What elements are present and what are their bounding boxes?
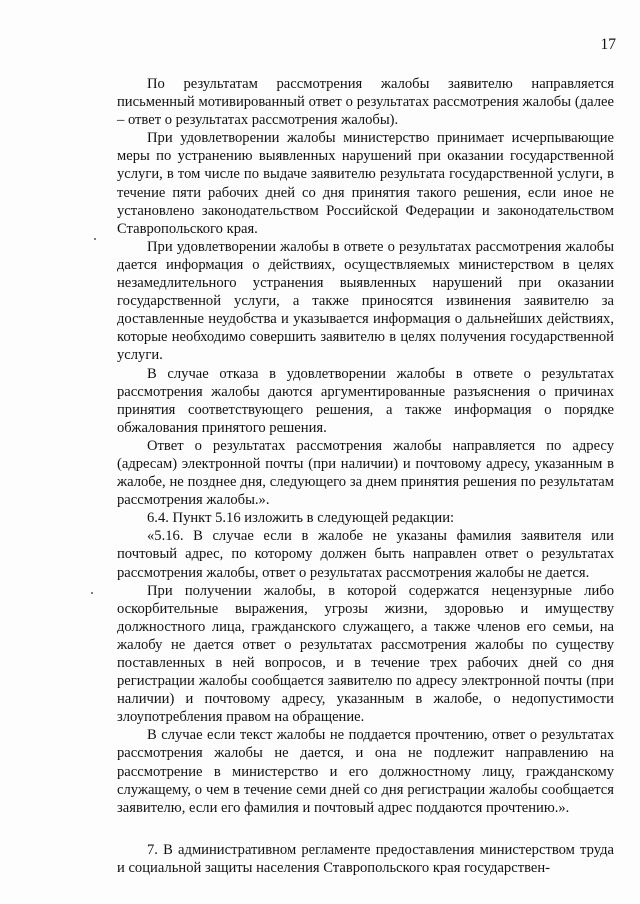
paragraph: По результатам рассмотрения жалобы заявителю направляется письменный мотивированный ответ о результатах рассмотрения жалобы (далее – ответ о результатах рассмотрения жалобы). (117, 76, 614, 129)
paragraph: При удовлетворении жалобы министерство принимает исчерпывающие меры по устранению выявленных нарушений при оказании государственной услуги, в том числе по выдаче заявителю результата государственной услуги, в течение пяти рабочих дней со дня принятия такого решения, если иное не установлено законодательством Российской Федерации и законодательством Ставропольского края. (117, 130, 614, 237)
paragraph: 7. В административном регламенте предоставления министерством труда и социальной защиты населения Ставропольского края государствен- (117, 841, 614, 876)
scan-speck (91, 592, 93, 594)
paragraph: 6.4. Пункт 5.16 изложить в следующей редакции: (147, 510, 455, 527)
paragraph-spacer (117, 817, 614, 841)
document-body (117, 75, 614, 877)
scan-speck (94, 238, 96, 240)
page-number: 17 (600, 36, 616, 53)
paragraph: «5.16. В случае если в жалобе не указаны фамилия заявителя или почтовый адрес, по которому должен быть направлен ответ о результатах рассмотрения жалобы, ответ о результатах рассмотрения жалобы не дается. (117, 528, 614, 581)
paragraph: Ответ о результатах рассмотрения жалобы направляется по адресу (адресам) электронной почты (при наличии) и почтовому адресу, указанным в жалобе, не позднее дня, следующего за днем принятия решения по результатам рассмотрения жалобы.». (117, 437, 614, 509)
paragraph: При удовлетворении жалобы в ответе о результатах рассмотрения жалобы дается информация о действиях, осуществляемых министерством в целях незамедлительного устранения выявленных нарушений при оказании государственной услуги, а также приносятся извинения заявителю за доставленные неудобства и указывается информация о дальнейших действиях, которые необходимо совершить заявителю в целях получения государственной услуги. (117, 238, 614, 364)
paragraph: В случае если текст жалобы не поддается прочтению, ответ о результатах рассмотрения жалобы не дается, и она не подлежит направлению на рассмотрение в министерство и его должностному лицу, гражданскому служащему, о чем в течение семи дней со дня регистрации жалобы сообщается заявителю, если его фамилия и почтовый адрес поддаются прочтению.». (117, 727, 614, 816)
paragraph: При получении жалобы, в которой содержатся нецензурные либо оскорбительные выражения, угрозы жизни, здоровью и имуществу должностного лица, гражданского служащего, а также членов его семьи, на жалобу не дается ответ о результатах рассмотрения жалобы по существу поставленных в ней вопросов, и в течение трех рабочих дней со дня регистрации жалобы сообщается заявителю по адресу электронной почты (при наличии) и почтовому адресу, указанным в жалобе, о недопустимости злоупотребления правом на обращение. (117, 582, 614, 726)
paragraph: В случае отказа в удовлетворении жалобы в ответе о результатах рассмотрения жалобы даются аргументированные разъяснения о причинах принятия соответствующего решения, а также информация о порядке обжалования принятого решения. (117, 365, 614, 436)
